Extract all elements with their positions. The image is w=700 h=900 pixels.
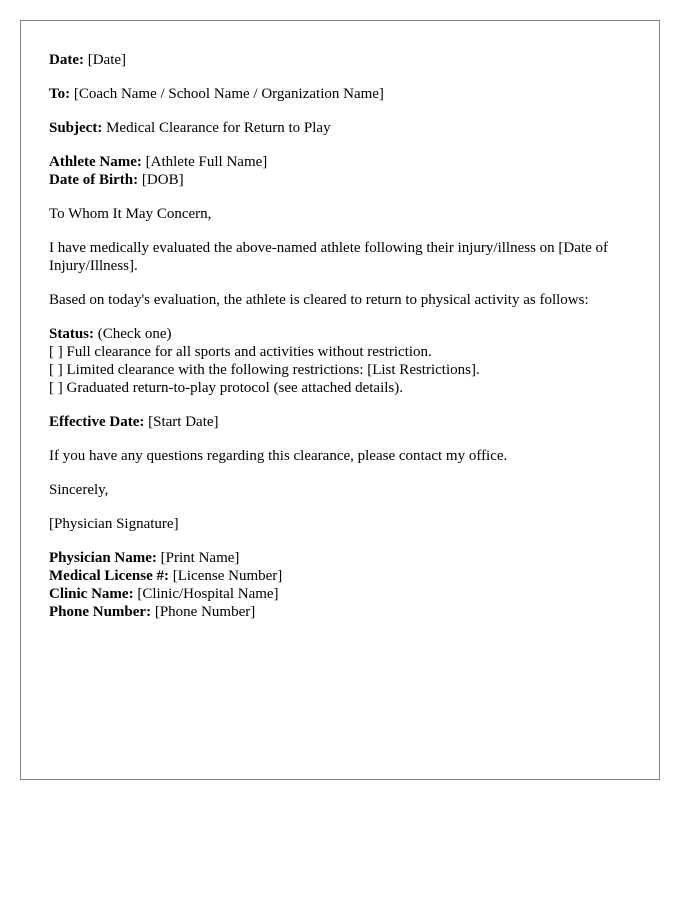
- physician-name-value: [Print Name]: [160, 550, 240, 566]
- effective-date-value: [Start Date]: [148, 414, 219, 430]
- status-option-graduated: [ ] Graduated return-to-play protocol (see attached details).: [49, 380, 404, 396]
- license-label: Medical License #:: [49, 568, 169, 584]
- clinic-label: Clinic Name:: [49, 586, 134, 602]
- phone-value: [Phone Number]: [154, 604, 256, 620]
- dob-label: Date of Birth:: [49, 172, 139, 188]
- status-heading: [49, 325, 639, 343]
- effective-date-line: [49, 413, 639, 431]
- to-line: [49, 85, 639, 103]
- clearance-intro-paragraph: Based on today's evaluation, the athlete is cleared to return to physical activity as follows:: [49, 292, 589, 308]
- subject-line: [49, 119, 639, 137]
- license-line: [49, 567, 639, 585]
- letter-page: [20, 20, 660, 780]
- date-line: [49, 51, 639, 69]
- date-label: Date:: [49, 52, 84, 68]
- status-hint: (Check one): [97, 326, 172, 342]
- status-block: [49, 325, 639, 397]
- status-option-full: [ ] Full clearance for all sports and activities without restriction.: [49, 344, 432, 360]
- dob-line: [49, 171, 639, 189]
- to-value: [Coach Name / School Name / Organization Name]: [73, 86, 384, 102]
- subject-label: Subject:: [49, 120, 103, 136]
- clinic-line: [49, 585, 639, 603]
- physician-name-label: Physician Name:: [49, 550, 157, 566]
- questions-paragraph: If you have any questions regarding this clearance, please contact my office.: [49, 448, 508, 464]
- subject-value: Medical Clearance for Return to Play: [106, 120, 331, 136]
- license-value: [License Number]: [172, 568, 283, 584]
- status-label: Status:: [49, 326, 95, 342]
- athlete-name-line: [49, 153, 639, 171]
- closing: Sincerely,: [49, 482, 109, 498]
- salutation: To Whom It May Concern,: [49, 206, 212, 222]
- to-label: To:: [49, 86, 71, 102]
- dob-value: [DOB]: [141, 172, 184, 188]
- athlete-block: [49, 153, 639, 189]
- clinic-value: [Clinic/Hospital Name]: [137, 586, 279, 602]
- athlete-name-label: Athlete Name:: [49, 154, 142, 170]
- effective-date-label: Effective Date:: [49, 414, 145, 430]
- evaluation-paragraph: I have medically evaluated the above-named athlete following their injury/illness on [Date of Injury/Illness].: [49, 240, 608, 274]
- letter-content: [49, 51, 639, 637]
- status-option-limited: [ ] Limited clearance with the following restrictions: [List Restrictions].: [49, 362, 480, 378]
- physician-block: [49, 549, 639, 621]
- athlete-name-value: [Athlete Full Name]: [145, 154, 268, 170]
- physician-name-line: [49, 549, 639, 567]
- phone-label: Phone Number:: [49, 604, 152, 620]
- physician-signature: [Physician Signature]: [49, 516, 179, 532]
- date-value: [Date]: [87, 52, 127, 68]
- phone-line: [49, 603, 639, 621]
